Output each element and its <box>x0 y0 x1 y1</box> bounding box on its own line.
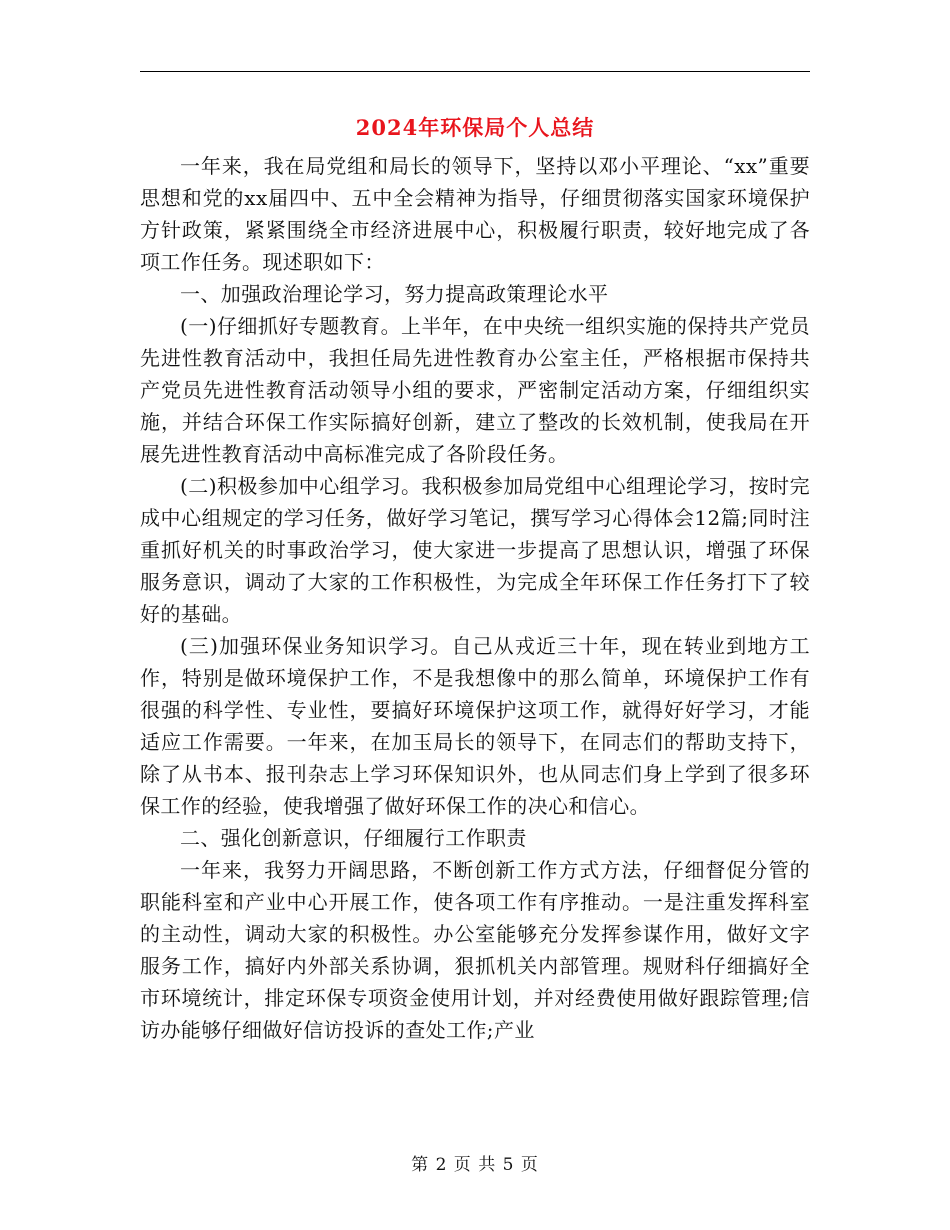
paragraph-business-knowledge: (三)加强环保业务知识学习。自己从戎近三十年，现在转业到地方工作，特别是做环境保护工作，不是我想像中的那么简单，环境保护工作有很强的科学性、专业性，要搞好环境保护这项工作，就得好好学习，才能适应工作需要。一年来，在加玉局长的领导下，在同志们的帮助支持下，除了从书本、报刊杂志上学习环保知识外，也从同志们身上学到了很多环保工作的经验，使我增强了做好环保工作的决心和信心。 <box>140 634 810 818</box>
document-title: 2024年环保局个人总结 <box>355 115 595 140</box>
header-rule <box>140 71 810 72</box>
paragraph-innovation: 一年来，我努力开阔思路，不断创新工作方式方法，仔细督促分管的职能科室和产业中心开展工作，使各项工作有序推动。一是注重发挥科室的主动性，调动大家的积极性。办公室能够充分发挥参谋作用，做好文字服务工作，搞好内外部关系协调，狠抓机关内部管理。规财科仔细搞好全市环境统计，排定环保专项资金使用计划，并对经费使用做好跟踪管理;信访办能够仔细做好信访投诉的查处工作;产业 <box>140 858 810 1042</box>
document-body <box>140 150 810 1046</box>
paragraph-intro: 一年来，我在局党组和局长的领导下，坚持以邓小平理论、“xx”重要思想和党的xx届四中、五中全会精神为指导，仔细贯彻落实国家环境保护方针政策，紧紧围绕全市经济进展中心，积极履行职责，较好地完成了各项工作任务。现述职如下： <box>140 154 810 274</box>
section-heading-2: 二、强化创新意识，仔细履行工作职责 <box>180 826 527 850</box>
page-number-footer: 第 2 页 共 5 页 <box>411 1155 539 1175</box>
section-heading-1: 一、加强政治理论学习，努力提高政策理论水平 <box>180 282 609 306</box>
paragraph-topic-education: (一)仔细抓好专题教育。上半年，在中央统一组织实施的保持共产党员先进性教育活动中，我担任局先进性教育办公室主任，严格根据市保持共产党员先进性教育活动领导小组的要求，严密制定活动方案，仔细组织实施，并结合环保工作实际搞好创新，建立了整改的长效机制，使我局在开展先进性教育活动中高标准完成了各阶段任务。 <box>140 314 810 466</box>
paragraph-center-group-study: (二)积极参加中心组学习。我积极参加局党组中心组理论学习，按时完成中心组规定的学习任务，做好学习笔记，撰写学习心得体会12篇;同时注重抓好机关的时事政治学习，使大家进一步提高了思想认识，增强了环保服务意识，调动了大家的工作积极性，为完成全年环保工作任务打下了较好的基础。 <box>140 474 810 626</box>
